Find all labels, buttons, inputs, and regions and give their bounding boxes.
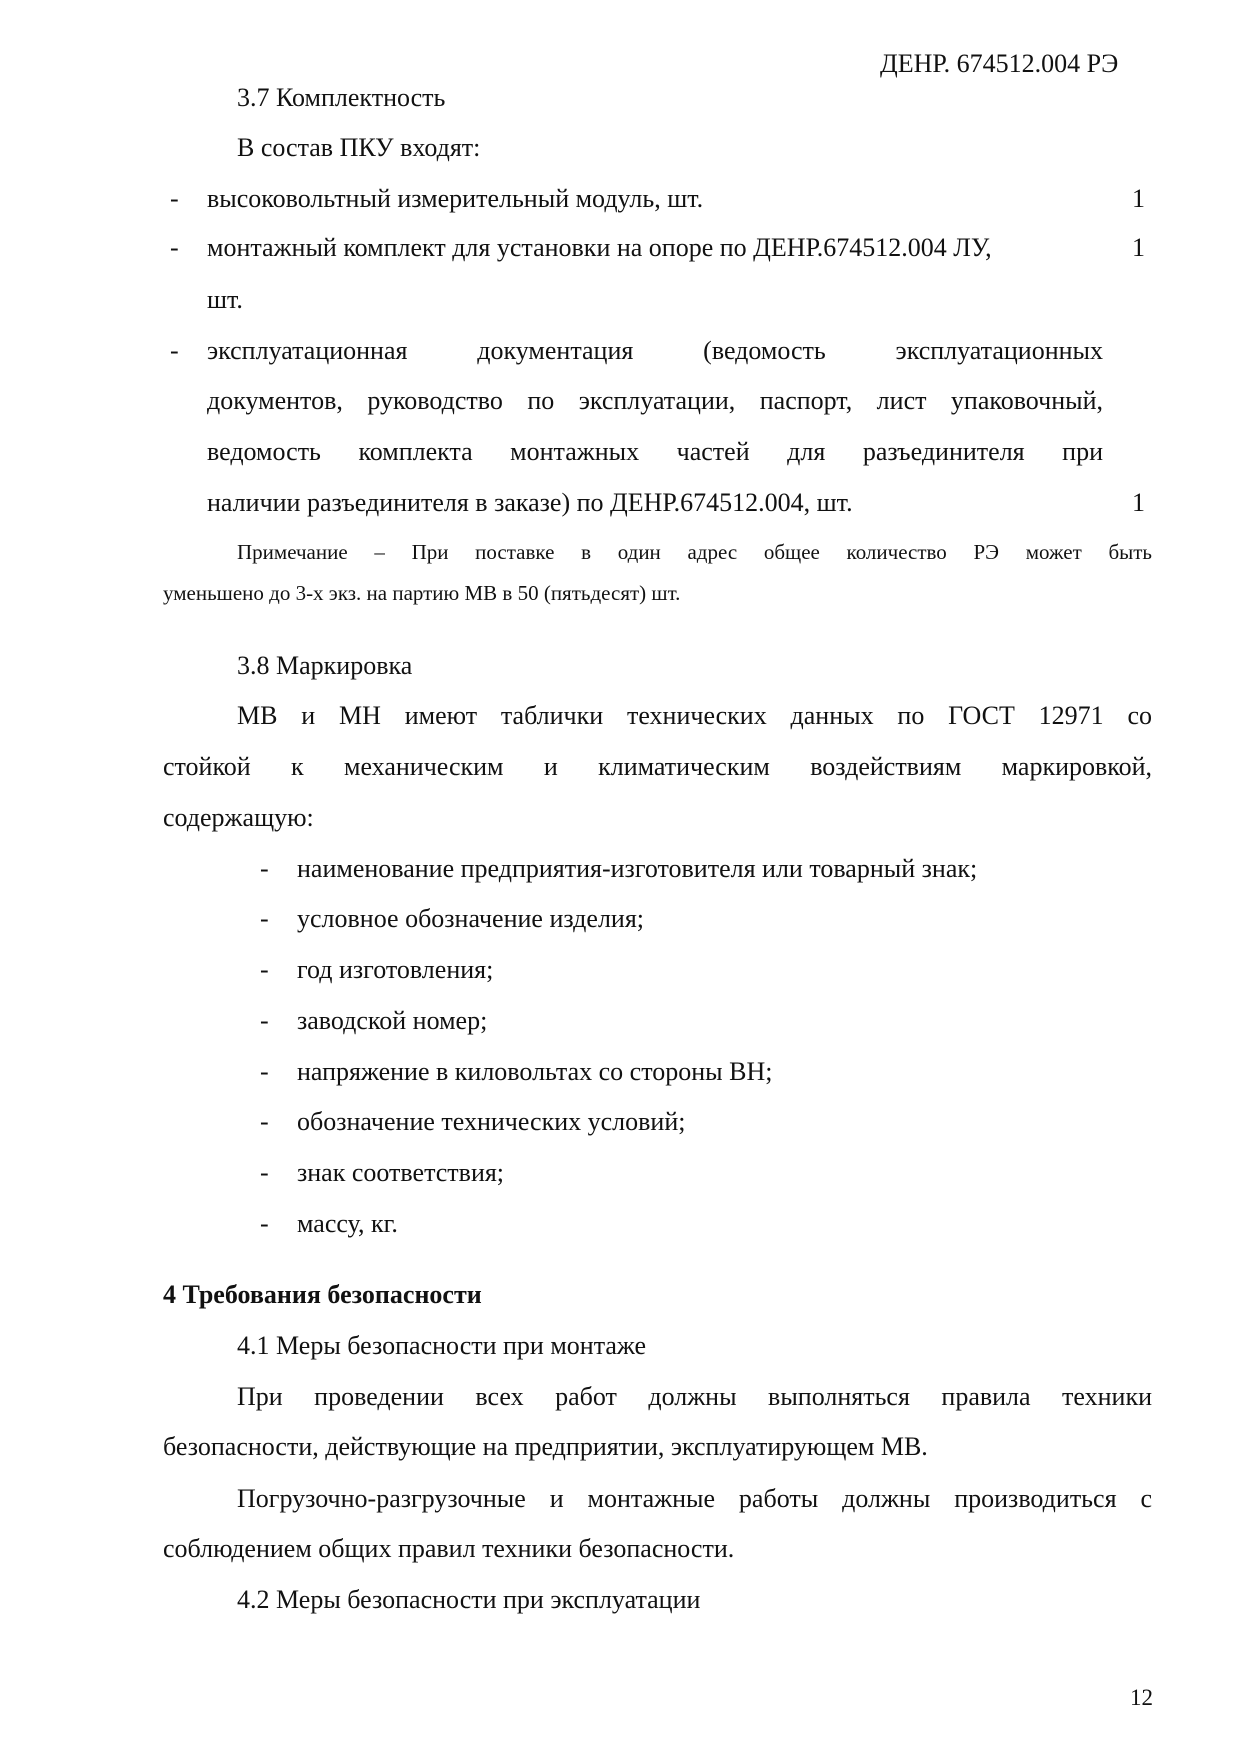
marking-item: напряжение в киловольтах со стороны ВН;	[297, 1057, 773, 1086]
marking-item: год изготовления;	[297, 955, 494, 984]
marking-item: обозначение технических условий;	[297, 1107, 686, 1136]
marking-item: знак соответствия;	[297, 1158, 505, 1187]
list-dash: -	[260, 904, 269, 933]
section-3-8-title: 3.8 Маркировка	[237, 651, 413, 680]
marking-item: массу, кг.	[297, 1209, 398, 1238]
list-dash: -	[260, 1209, 269, 1238]
list-dash: -	[260, 1057, 269, 1086]
list-dash: -	[260, 955, 269, 984]
section-4-1-title: 4.1 Меры безопасности при монтаже	[237, 1331, 647, 1360]
list-dash: -	[170, 336, 179, 365]
list-dash: -	[260, 1107, 269, 1136]
list-dash: -	[260, 1006, 269, 1035]
marking-paragraph-line-3: содержащую:	[163, 803, 314, 832]
safety-paragraph-2-line-1: Погрузочно-разгрузочные и монтажные работы должны производиться с	[237, 1484, 1152, 1513]
marking-item: наименование предприятия-изготовителя или товарный знак;	[297, 854, 978, 883]
page-number: 12	[1130, 1685, 1153, 1710]
safety-paragraph-1-line-1: При проведении всех работ должны выполняться правила техники	[237, 1382, 1152, 1411]
contents-item-qty: 1	[1132, 184, 1145, 213]
marking-paragraph-line-2: стойкой к механическим и климатическим воздействиям маркировкой,	[163, 752, 1152, 781]
marking-item: заводской номер;	[297, 1006, 488, 1035]
contents-item-text: высоковольтный измерительный модуль, шт.	[207, 184, 704, 213]
section-3-7-title: 3.7 Комплектность	[237, 83, 446, 112]
contents-item-text-cont: ведомость комплекта монтажных частей для разъединителя при	[207, 437, 1103, 466]
contents-item-text: монтажный комплект для установки на опоре по ДЕНР.674512.004 ЛУ,	[207, 233, 992, 262]
list-dash: -	[170, 233, 179, 262]
note-line-2: уменьшено до 3-х экз. на партию МВ в 50 (пятьдесят) шт.	[163, 581, 681, 605]
section-4-2-title: 4.2 Меры безопасности при эксплуатации	[237, 1585, 701, 1614]
marking-paragraph-line-1: МВ и МН имеют таблички технических данных по ГОСТ 12971 со	[237, 701, 1152, 730]
contents-item-text: эксплуатационная документация (ведомость эксплуатационных	[207, 336, 1103, 365]
contents-item-text-cont: документов, руководство по эксплуатации, паспорт, лист упаковочный,	[207, 386, 1103, 415]
marking-item: условное обозначение изделия;	[297, 904, 645, 933]
contents-item-text-cont: шт.	[207, 285, 243, 314]
list-dash: -	[170, 184, 179, 213]
section-4-title: 4 Требования безопасности	[163, 1280, 482, 1309]
contents-item-text-cont: наличии разъединителя в заказе) по ДЕНР.674512.004, шт.	[207, 488, 853, 517]
section-3-7-intro: В состав ПКУ входят:	[237, 133, 481, 162]
list-dash: -	[260, 854, 269, 883]
safety-paragraph-2-line-2: соблюдением общих правил техники безопасности.	[163, 1534, 735, 1563]
list-dash: -	[260, 1158, 269, 1187]
contents-item-qty: 1	[1132, 488, 1145, 517]
contents-item-qty: 1	[1132, 233, 1145, 262]
note-line-1: Примечание – При поставке в один адрес общее количество РЭ может быть	[237, 540, 1152, 564]
document-code-header: ДЕНР. 674512.004 РЭ	[880, 49, 1119, 78]
safety-paragraph-1-line-2: безопасности, действующие на предприятии, эксплуатирующем МВ.	[163, 1432, 928, 1461]
